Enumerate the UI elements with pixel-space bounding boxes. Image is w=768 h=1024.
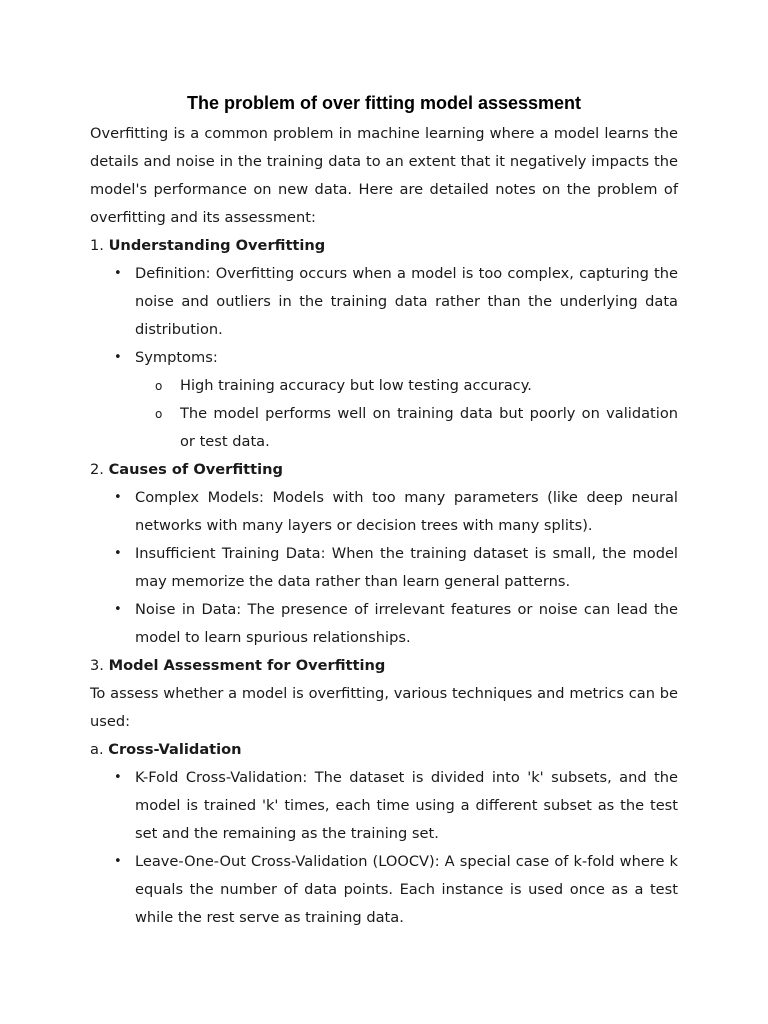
list-item: • Definition: Overfitting occurs when a model is too complex, capturing the noise and outliers in the training data rather than the underlying data distribution. [135, 260, 678, 344]
section-heading-3 [90, 652, 678, 680]
bullet-icon: • [114, 350, 122, 365]
list-item: • Complex Models: Models with too many parameters (like deep neural networks with many layers or decision trees with many splits). [135, 484, 678, 540]
circle-bullet-icon: o [155, 407, 163, 421]
section-heading-2 [90, 456, 678, 484]
bullet-icon: • [114, 770, 122, 785]
bullet-icon: • [114, 546, 122, 561]
list-item: • Leave-One-Out Cross-Validation (LOOCV): A special case of k-fold where k equals the number of data points. Each instance is used once as a test while the rest serve as training data. [135, 848, 678, 932]
section-number: 3. [90, 657, 109, 674]
page-title: The problem of over fitting model assessment [186, 93, 582, 113]
section-title: Model Assessment for Overfitting [108, 657, 386, 674]
section-title: Causes of Overfitting [108, 461, 283, 478]
section-3-intro: To assess whether a model is overfitting, various techniques and metrics can be used: [90, 685, 678, 730]
cross-validation-list [90, 764, 678, 932]
document-page [90, 90, 678, 932]
bullet-icon: • [114, 854, 122, 869]
section-heading-1 [90, 232, 678, 260]
section-number: 2. [90, 461, 109, 478]
intro-paragraph: Overfitting is a common problem in machine learning where a model learns the details and noise in the training data to an extent that it negatively impacts the model's performance on new data. Here are detailed notes on the problem of overfitting and its assessment: [90, 125, 678, 226]
sublist-item: o High training accuracy but low testing accuracy. [180, 372, 678, 400]
subsection-letter: a. [90, 741, 109, 758]
bullet-icon: • [114, 490, 122, 505]
section-1-list [90, 260, 678, 456]
bullet-icon: • [114, 266, 122, 281]
symptoms-sublist [135, 372, 678, 456]
bullet-icon: • [114, 602, 122, 617]
subsection-heading-a [90, 736, 678, 764]
list-item: • Noise in Data: The presence of irrelevant features or noise can lead the model to learn spurious relationships. [135, 596, 678, 652]
subsection-title: Cross-Validation [108, 741, 242, 758]
circle-bullet-icon: o [155, 379, 163, 393]
section-number: 1. [90, 237, 109, 254]
list-item: • Insufficient Training Data: When the training dataset is small, the model may memorize the data rather than learn general patterns. [135, 540, 678, 596]
section-title: Understanding Overfitting [108, 237, 326, 254]
sublist-item: o The model performs well on training data but poorly on validation or test data. [180, 400, 678, 456]
list-item: • K-Fold Cross-Validation: The dataset is divided into 'k' subsets, and the model is trained 'k' times, each time using a different subset as the test set and the remaining as the training set. [135, 764, 678, 848]
list-item: • Symptoms: o High training accuracy but low testing accuracy. o The model performs well on training data but poorly on validation or test data. [135, 344, 678, 456]
section-2-list [90, 484, 678, 652]
